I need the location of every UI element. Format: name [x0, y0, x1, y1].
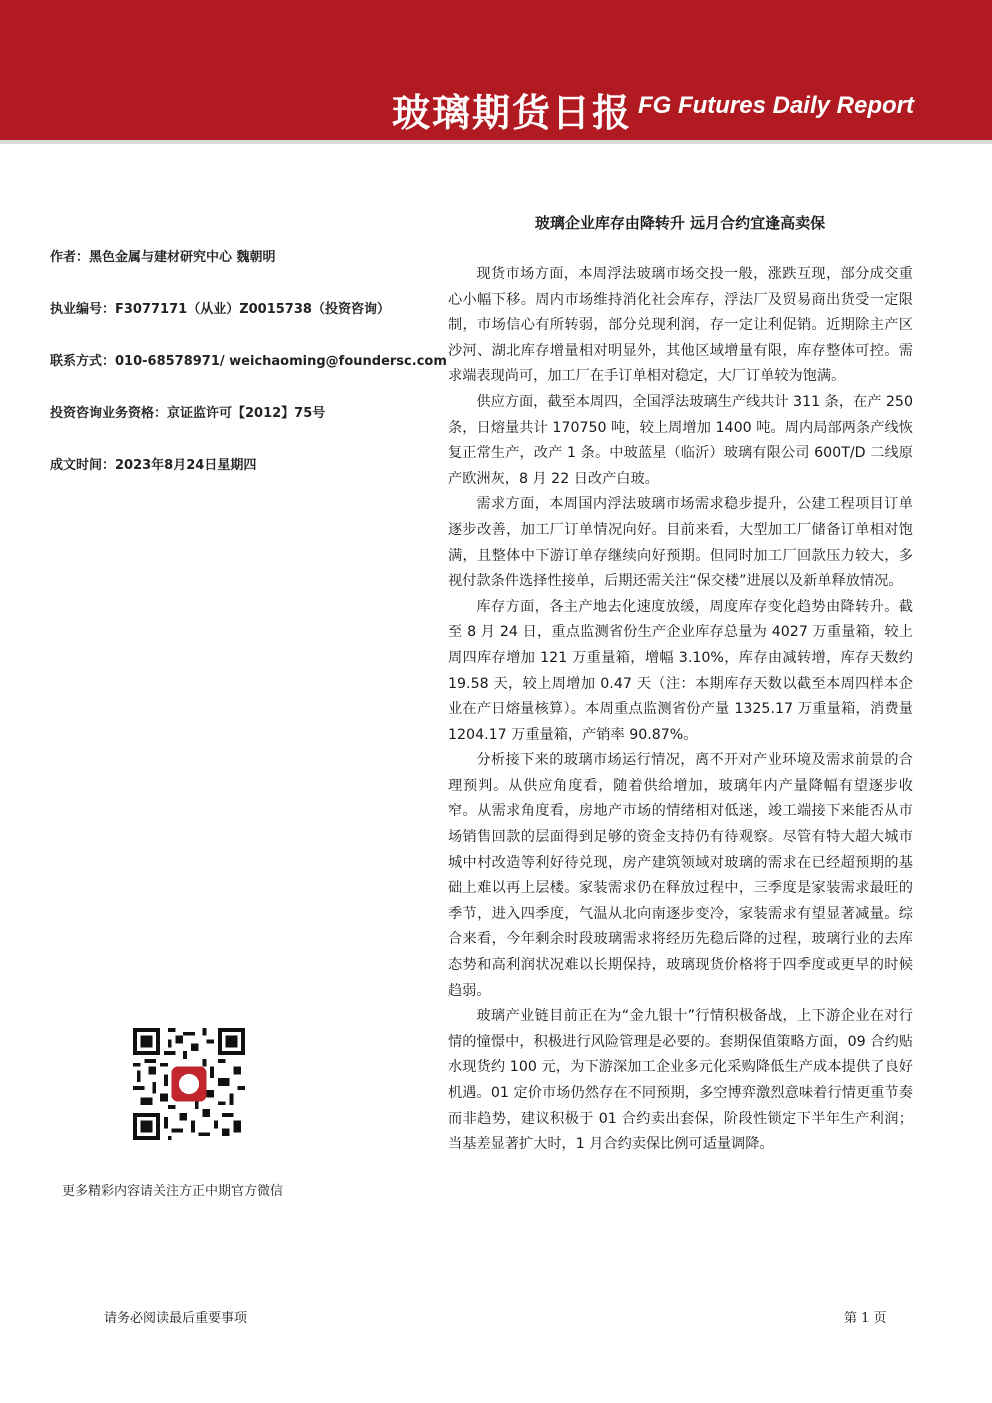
page-number: 第 1 页	[844, 1311, 887, 1326]
qualification-info: 投资咨询业务资格：京证监许可【2012】75号	[50, 406, 326, 421]
paragraph-analysis: 分析接下来的玻璃市场运行情况，离不开对产业环境及需求前景的合理预判。从供应角度看，随着供给增加，玻璃年内产量降幅有望逐步收窄。从需求角度看，房地产市场的情绪相对低迷，竣工端接下来能否从市场销售回款的层面得到足够的资金支持仍有待观察。尽管有特大超大城市城中村改造等利好待兑现，房产建筑领域对玻璃的需求在已经超预期的基础上难以再上层楼。家装需求仍在释放过程中，三季度是家装需求最旺的季节，进入四季度，气温从北向南逐步变冷，家装需求有望显著减量。综合来看，今年剩余时段玻璃需求将经历先稳后降的过程，玻璃行业的去库态势和高利润状况难以长期保持，玻璃现货价格将于四季度或更早的时候趋弱。	[448, 752, 913, 999]
qr-caption: 更多精彩内容请关注方正中期官方微信	[62, 1184, 284, 1199]
footer-notice: 请务必阅读最后重要事项	[104, 1311, 248, 1326]
wechat-qr-code	[133, 1028, 245, 1140]
article-title: 玻璃企业库存由降转升 远月合约宜逢高卖保	[534, 214, 826, 232]
paragraph-strategy: 玻璃产业链目前正在为“金九银十”行情积极备战，上下游企业在对行情的憧憬中，积极进行风险管理是必要的。套期保值策略方面，09 合约贴水现货约 100 元，为下游深加工企业多元化采购降低生产成本提供了良好机遇。01 定价市场仍然存在不同预期，多空博弈激烈意味着行情更重节奏而非趋势，建议积极于 01 合约卖出套保，阶段性锁定下半年生产利润；当基差显著扩大时，1 月合约卖保比例可适量调降。	[448, 1008, 913, 1153]
paragraph-inventory: 库存方面，各主产地去化速度放缓，周度库存变化趋势由降转升。截至 8 月 24 日，重点监测省份生产企业库存总量为 4027 万重量箱，较上周四库存增加 121 万重量箱，增幅 3.10%，库存由减转增，库存天数约 19.58 天，较上周增加 0.47 天（注：本期库存天数以截至本周四样本企业在产日熔量核算）。本周重点监测省份产量 1325.17 万重量箱，消费量 1204.17 万重量箱，产销率 90.87%。	[448, 598, 913, 743]
report-date: 成文时间：2023年8月24日星期四	[50, 458, 257, 473]
article-body	[448, 262, 913, 1158]
header-divider	[0, 140, 992, 144]
paragraph-demand: 需求方面，本周国内浮法玻璃市场需求稳步提升，公建工程项目订单逐步改善，加工厂订单情况向好。目前来看，大型加工厂储备订单相对饱满，且整体中下游订单存继续向好预期。但同时加工厂回款压力较大，多视付款条件选择性接单，后期还需关注“保交楼”进展以及新单释放情况。	[448, 496, 913, 590]
author-info: 作者：黑色金属与建材研究中心 魏朝明	[50, 250, 276, 265]
report-title-en: FG Futures Daily Report	[637, 92, 914, 119]
contact-info: 联系方式：010-68578971/ weichaoming@foundersc.com	[50, 354, 447, 369]
report-title-cn: 玻璃期货日报	[391, 91, 632, 135]
paragraph-supply: 供应方面，截至本周四，全国浮法玻璃生产线共计 311 条，在产 250 条，日熔量共计 170750 吨，较上周增加 1400 吨。周内局部两条产线恢复正常生产，改产 1 条。中玻蓝星（临沂）玻璃有限公司 600T/D 二线原产欧洲灰，8 月 22 日改产白玻。	[448, 393, 913, 487]
paragraph-spot-market: 现货市场方面，本周浮法玻璃市场交投一般，涨跌互现，部分成交重心小幅下移。周内市场维持消化社会库存，浮法厂及贸易商出货受一定限制，市场信心有所转弱，部分兑现利润，存一定让利促销。近期除主产区沙河、湖北库存增量相对明显外，其他区域增量有限，库存整体可控。需求端表现尚可，加工厂在手订单相对稳定，大厂订单较为饱满。	[448, 266, 913, 385]
license-number: 执业编号：F3077171（从业）Z0015738（投资咨询）	[50, 302, 390, 317]
